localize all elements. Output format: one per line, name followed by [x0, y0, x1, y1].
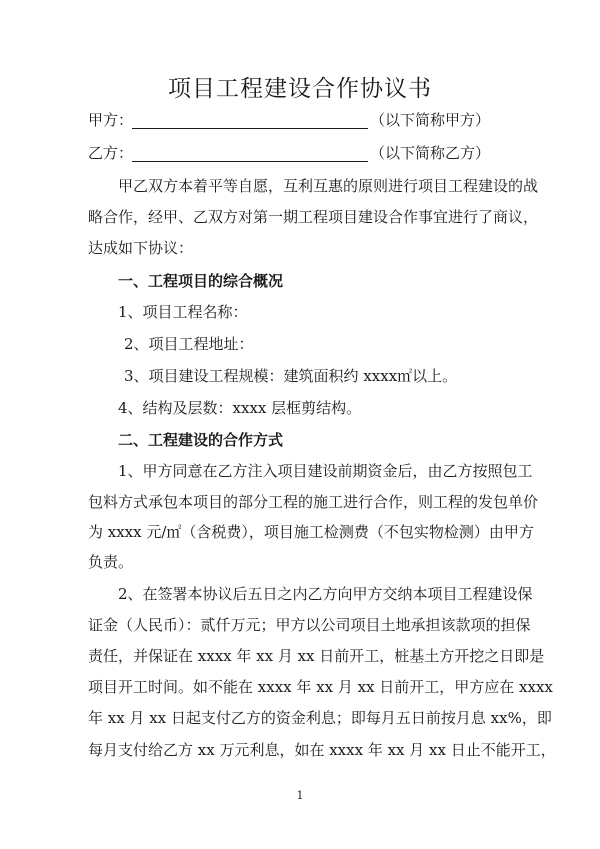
intro-line: 甲乙双方本着平等自愿，互利互惠的原则进行项目工程建设的战: [118, 177, 539, 195]
intro-line: 略合作，经甲、乙双方对第一期工程项目建设合作事宜进行了商议，: [88, 208, 539, 226]
section-1-item: 1、项目工程名称：: [118, 303, 248, 321]
section-2-para-2-line: 年 xx 月 xx 日起支付乙方的资金利息；即每月五日前按月息 xx%，即: [88, 709, 552, 727]
page-number: 1: [296, 789, 304, 802]
section-2-para-1-line: 1、甲方同意在乙方注入项目建设前期资金后，由乙方按照包工: [118, 462, 533, 480]
section-2-para-2-line: 项目开工时间。如不能在 xxxx 年 xx 月 xx 日前开工，甲方应在 xxxx: [88, 678, 553, 696]
party-a-note: （以下简称甲方）: [370, 111, 491, 129]
section-1-item: 2、项目工程地址：: [124, 335, 254, 353]
party-b-blank-line: [132, 161, 368, 162]
party-b-label: 乙方：: [88, 144, 134, 162]
section-2-para-2-line: 证金（人民币）：贰仟万元；甲方以公司项目土地承担该款项的担保: [88, 616, 531, 634]
party-a-label: 甲方：: [88, 111, 134, 129]
section-2-para-2-line: 责任，并保证在 xxxx 年 xx 月 xx 日前开工，桩基土方开挖之日即是: [88, 647, 545, 665]
document-title: 项目工程建设合作协议书: [168, 76, 432, 102]
party-a-blank-line: [132, 128, 368, 129]
section-2-heading: 二、工程建设的合作方式: [118, 431, 284, 449]
section-1-item: 3、项目建设工程规模：建筑面积约 xxxx㎡以上。: [124, 367, 458, 385]
section-2-para-1-line: 负责。: [88, 553, 134, 571]
party-b-note: （以下简称乙方）: [370, 144, 491, 162]
section-2-para-1-line: 包料方式承包本项目的部分工程的施工进行合作，则工程的发包单价: [88, 493, 539, 511]
section-1-heading: 一、工程项目的综合概况: [118, 272, 284, 290]
section-2-para-1-line: 为 xxxx 元/㎡（含税费），项目施工检测费（不包实物检测）由甲方: [88, 523, 534, 541]
section-2-para-2-line: 每月支付给乙方 xx 万元利息，如在 xxxx 年 xx 月 xx 日止不能开工，: [88, 741, 556, 759]
section-1-item: 4、结构及层数：xxxx 层框剪结构。: [118, 399, 362, 417]
intro-line: 达成如下协议：: [88, 239, 194, 257]
section-2-para-2-line: 2、在签署本协议后五日之内乙方向甲方交纳本项目工程建设保: [118, 585, 533, 603]
